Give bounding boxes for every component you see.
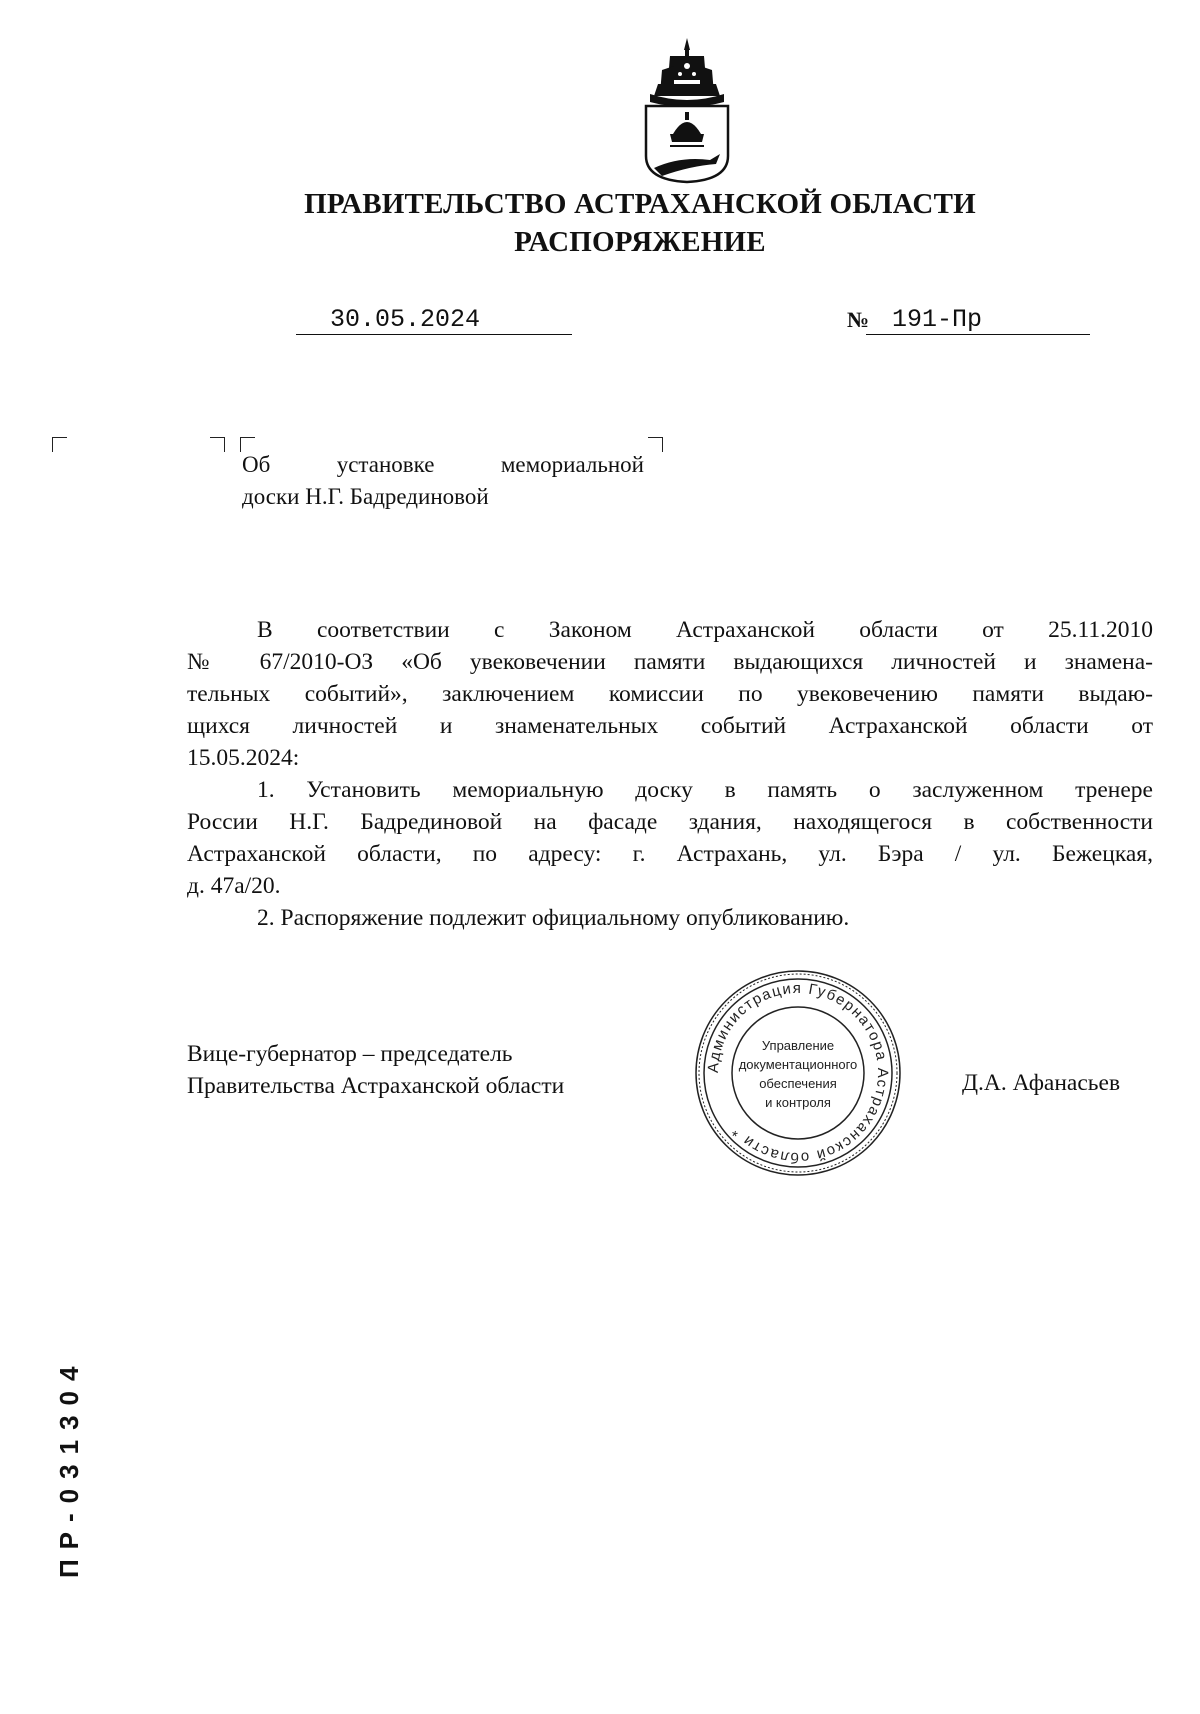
subject-word: Об	[242, 452, 271, 477]
document-subject	[242, 449, 644, 513]
official-stamp	[693, 968, 903, 1178]
number-underline	[866, 334, 1090, 335]
document-code: ПР-031304	[54, 1356, 84, 1578]
document-type-title: РАСПОРЯЖЕНИЕ	[514, 226, 766, 258]
stamp-inner-line: обеспечения	[759, 1076, 837, 1091]
body-line: д. 47а/20.	[187, 873, 281, 899]
preamble	[187, 614, 1153, 774]
signatory-position-line-1: Вице-губернатор – председатель	[187, 1041, 513, 1067]
document-number: 191-Пр	[892, 305, 983, 334]
item-1	[187, 774, 1153, 902]
body-line: России Н.Г. Бадрединовой на фасаде здания, находящегося в собственности	[187, 809, 1153, 835]
signatory-name: Д.А. Афанасьев	[962, 1070, 1121, 1096]
stamp-inner-line: документационного	[738, 1057, 858, 1072]
government-title: ПРАВИТЕЛЬСТВО АСТРАХАНСКОЙ ОБЛАСТИ	[304, 188, 976, 220]
item-2: 2. Распоряжение подлежит официальному опубликованию.	[257, 905, 850, 931]
body-line: щихся личностей и знаменательных событий Астраханской области от	[187, 713, 1153, 739]
coat-of-arms-emblem	[640, 36, 734, 184]
corner-mark-mid-right	[210, 437, 225, 452]
body-line: В соответствии с Законом Астраханской области от 25.11.2010	[257, 617, 1153, 643]
subject-line-1	[242, 449, 644, 481]
document-body	[187, 614, 1153, 934]
number-label: №	[847, 307, 870, 332]
stamp-inner-line: Управление	[761, 1038, 835, 1053]
body-line: 1. Установить мемориальную доску в память о заслуженном тренере	[257, 777, 1153, 803]
subject-word: установке	[336, 452, 435, 477]
svg-text:Администрация Губернатора Астр	[705, 980, 891, 1166]
signatory-position	[187, 1038, 564, 1102]
body-line: № 67/2010-ОЗ «Об увековечении памяти выдающихся личностей и знамена-	[187, 649, 1153, 675]
stamp-outer-text: Администрация Губернатора Астраханской области *	[704, 979, 892, 1167]
body-line: 15.05.2024:	[187, 745, 300, 771]
subject-word: мемориальной	[500, 452, 644, 477]
signatory-position-line-2: Правительства Астраханской области	[187, 1073, 565, 1099]
body-line: Астраханской области, по адресу: г. Астрахань, ул. Бэра / ул. Бежецкая,	[187, 841, 1153, 867]
stamp-inner-line: и контроля	[765, 1095, 831, 1110]
date-underline	[296, 334, 572, 335]
subject-line-2: доски Н.Г. Бадрединовой	[242, 484, 489, 509]
corner-mark-left	[52, 437, 67, 452]
document-date: 30.05.2024	[330, 305, 481, 334]
corner-mark-right	[648, 437, 663, 452]
body-line: тельных событий», заключением комиссии по увековечению памяти выдаю-	[187, 681, 1153, 707]
